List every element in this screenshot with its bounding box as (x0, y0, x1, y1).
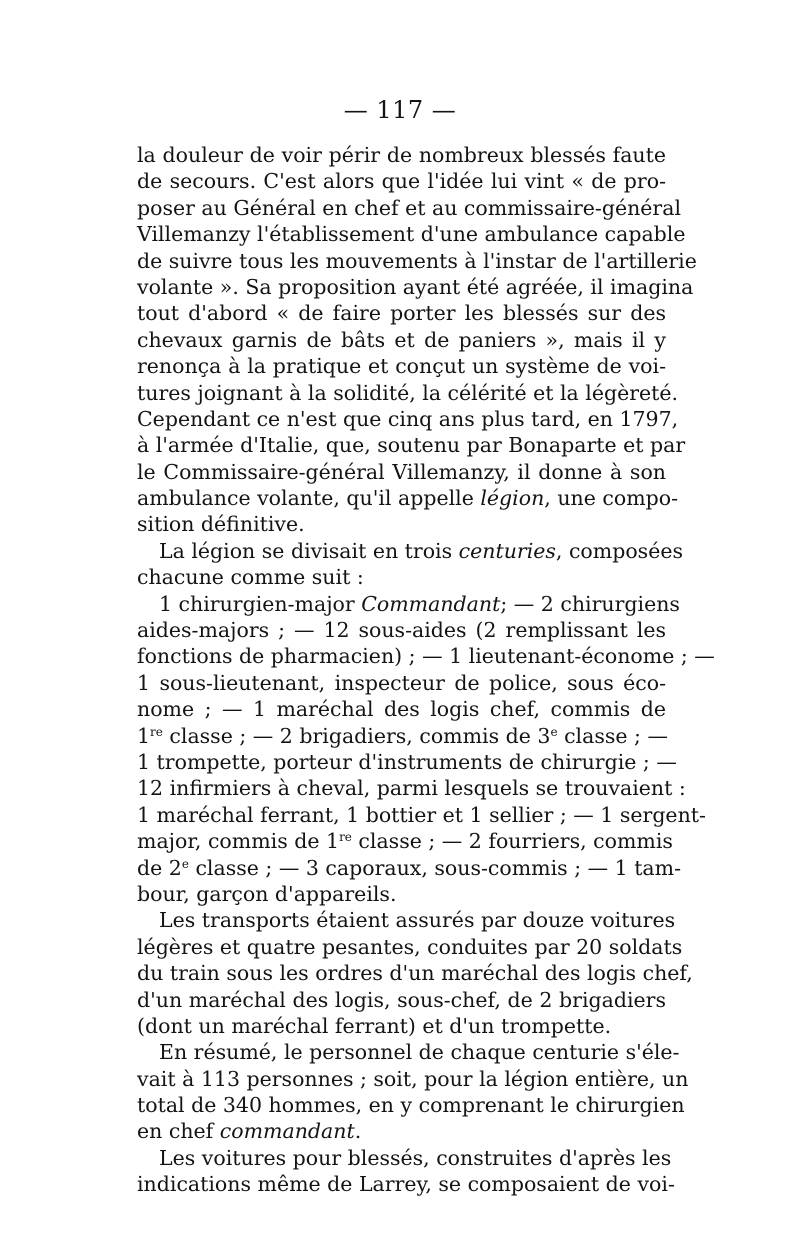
text-line: 1re classe ; — 2 brigadiers, commis de 3e classe ; — (137, 723, 668, 748)
text-line: Cependant ce n'est que cinq ans plus tard, en 1797, (137, 406, 679, 431)
text-line: Villemanzy l'établissement d'une ambulance capable (137, 222, 686, 247)
page-number: — 117 — (343, 96, 457, 124)
text-line: Les transports étaient assurés par douze voitures (159, 908, 676, 933)
text-line: en chef commandant. (137, 1119, 362, 1144)
text-line: chevaux garnis de bâts et de paniers », mais il y (137, 327, 666, 352)
text-line: la douleur de voir périr de nombreux blessés faute (137, 143, 666, 167)
body-text (137, 142, 715, 1198)
text-line: aides-majors ; — 12 sous-aides (2 remplissant les (137, 618, 666, 643)
text-line: 1 trompette, porteur d'instruments de chirurgie ; — (137, 749, 677, 774)
text-line: d'un maréchal des logis, sous-chef, de 2 brigadiers (137, 987, 666, 1012)
text-line: major, commis de 1re classe ; — 2 fourriers, commis (137, 829, 673, 854)
text-line: total de 340 hommes, en y comprenant le chirurgien (137, 1093, 685, 1118)
text-line: sition définitive. (137, 512, 305, 537)
text-line: bour, garçon d'appareils. (137, 881, 397, 906)
text-line: ambulance volante, qu'il appelle légion, une compo- (137, 486, 679, 511)
superscript: e (550, 724, 558, 739)
text-line: 1 sous-lieutenant, inspecteur de police, sous éco- (137, 670, 666, 695)
text-line: le Commissaire-général Villemanzy, il donne à son (137, 459, 666, 484)
italic-term: commandant (219, 1119, 355, 1144)
superscript: e (181, 856, 189, 871)
text-line: nome ; — 1 maréchal des logis chef, commis de (137, 697, 666, 722)
text-line: de suivre tous les mouvements à l'instar de l'artillerie (137, 248, 697, 273)
text-line: tures joignant à la solidité, la célérité et la légèreté. (137, 380, 679, 405)
text-line: de secours. C'est alors que l'idée lui vint « de pro- (137, 169, 666, 194)
text-line: tout d'abord « de faire porter les blessés sur des (137, 301, 666, 326)
text-line: Les voitures pour blessés, construites d'après les (159, 1145, 672, 1170)
text-line: chacune comme suit : (137, 565, 364, 590)
text-line: fonctions de pharmacien) ; — 1 lieutenant-économe ; — (137, 644, 715, 669)
text-line: légères et quatre pesantes, conduites par 20 soldats (137, 934, 683, 959)
italic-term: légion (480, 486, 545, 511)
italic-term: centuries (458, 538, 556, 563)
text-line: indications même de Larrey, se composaient de voi- (137, 1172, 675, 1197)
text-line: à l'armée d'Italie, que, soutenu par Bonaparte et par (137, 433, 686, 458)
text-line: de 2e classe ; — 3 caporaux, sous-commis ; — 1 tam- (137, 855, 682, 880)
text-line: volante ». Sa proposition ayant été agréée, il imagina (137, 274, 694, 299)
italic-term: Commandant (361, 591, 501, 616)
text-line: 1 chirurgien-major Commandant; — 2 chirurgiens (159, 591, 680, 616)
text-line: poser au Général en chef et au commissaire-général (137, 195, 682, 220)
text-line: du train sous les ordres d'un maréchal des logis chef, (137, 961, 693, 986)
text-line: renonça à la pratique et conçut un système de voi- (137, 354, 666, 379)
text-line: La légion se divisait en trois centuries, composées (159, 538, 683, 563)
text-line: (dont un maréchal ferrant) et d'un trompette. (137, 1013, 612, 1038)
text-line: En résumé, le personnel de chaque centurie s'éle- (159, 1040, 680, 1065)
text-line: vait à 113 personnes ; soit, pour la légion entière, un (137, 1066, 689, 1091)
text-line: 12 infirmiers à cheval, parmi lesquels se trouvaient : (137, 776, 686, 801)
superscript: re (150, 724, 163, 739)
superscript: re (339, 830, 352, 845)
text-line: 1 maréchal ferrant, 1 bottier et 1 sellier ; — 1 sergent- (137, 802, 706, 827)
